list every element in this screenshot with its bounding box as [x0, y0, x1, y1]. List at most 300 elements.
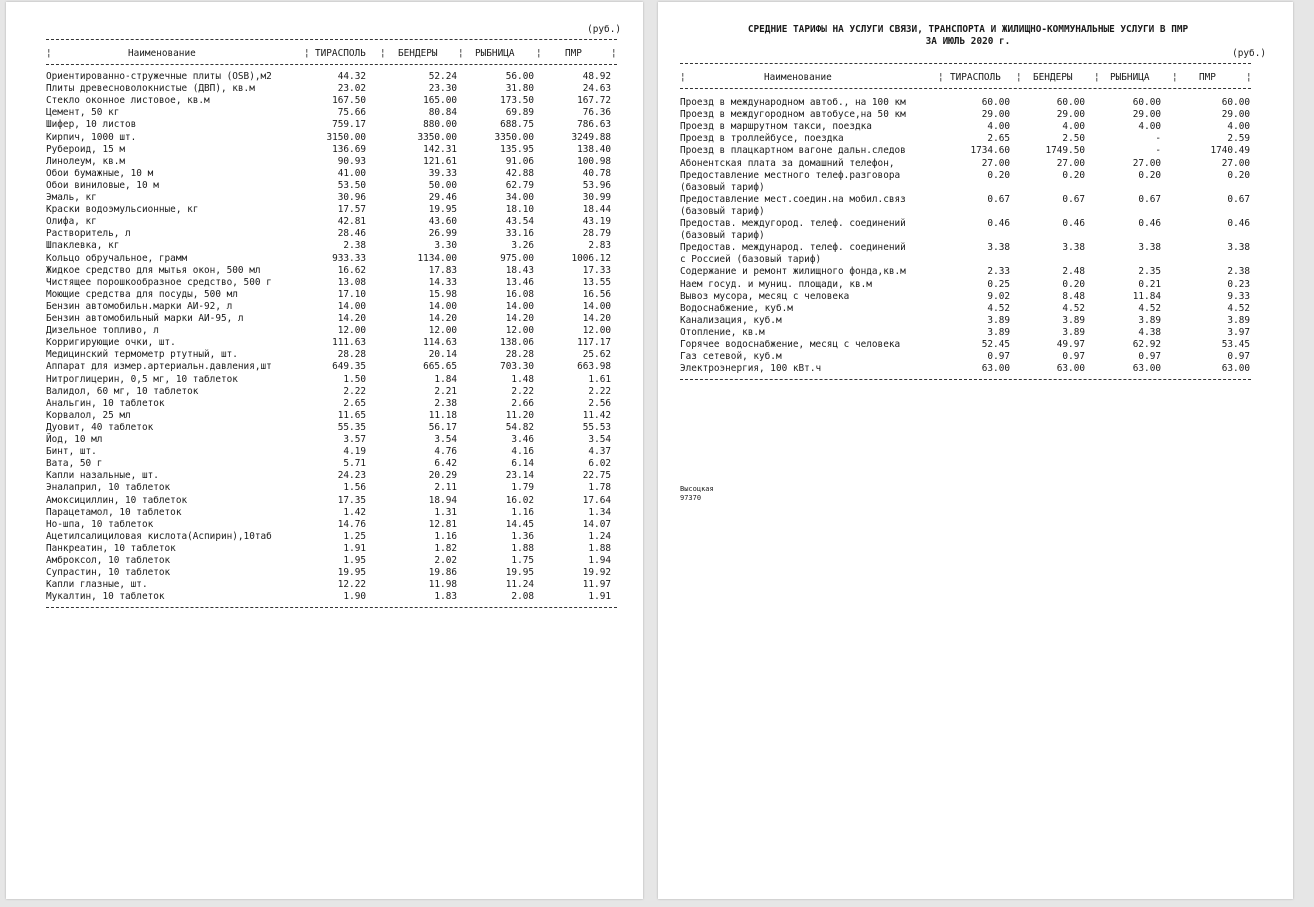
value-pmr: 22.75	[582, 470, 611, 482]
value-tiraspol: 1.50	[343, 373, 366, 385]
value-pmr: 0.67	[1227, 193, 1250, 205]
value-rybnica: 1.36	[511, 530, 534, 542]
value-tiraspol: 24.23	[337, 470, 366, 482]
value-tiraspol: 5.71	[343, 458, 366, 470]
value-pmr: 60.00	[1221, 97, 1250, 108]
row-name: Цемент, 50 кг	[46, 107, 120, 119]
value-tiraspol: 4.19	[343, 446, 366, 458]
value-rybnica: 12.00	[505, 325, 534, 337]
value-bendery: 60.00	[1056, 97, 1085, 108]
row-name: Рубероид, 15 м	[46, 143, 126, 155]
row-name: Отопление, кв.м	[680, 326, 765, 338]
value-pmr: 3.54	[588, 434, 611, 445]
row-name: Краски водоэмульсионные, кг	[46, 204, 199, 216]
value-tiraspol: 41.00	[337, 167, 366, 179]
value-bendery: 80.84	[428, 107, 457, 119]
value-rybnica: 11.24	[505, 579, 534, 591]
value-bendery: 19.95	[428, 204, 457, 216]
value-pmr: 14.20	[582, 313, 611, 324]
table-row	[46, 253, 626, 265]
signature-phone: 97370	[680, 494, 702, 502]
value-tiraspol: 2.38	[343, 240, 366, 252]
value-bendery: 29.00	[1056, 109, 1085, 121]
table-row	[46, 458, 626, 470]
value-bendery: 0.46	[1062, 218, 1085, 229]
value-rybnica: 33.16	[505, 228, 534, 240]
row-name: Растворитель, л	[46, 228, 131, 240]
value-rybnica: 2.35	[1138, 266, 1161, 278]
value-rybnica: 1.79	[511, 482, 534, 494]
value-bendery: 1.31	[434, 506, 457, 518]
value-pmr: 0.20	[1227, 169, 1250, 181]
value-rybnica: 42.88	[505, 167, 534, 179]
value-bendery: 20.14	[428, 349, 457, 361]
value-pmr: 4.37	[588, 446, 611, 458]
value-bendery: 23.30	[428, 83, 457, 95]
value-bendery: 1.16	[434, 530, 457, 542]
value-rybnica: 19.95	[505, 567, 534, 579]
table-row	[46, 277, 626, 289]
table-header	[680, 72, 1255, 84]
value-rybnica: 23.14	[505, 470, 534, 482]
value-rybnica: 62.92	[1132, 339, 1161, 350]
document-page-right	[658, 2, 1293, 899]
value-rybnica: 0.67	[1138, 193, 1161, 205]
header-rybnica: РЫБНИЦА	[1110, 72, 1150, 83]
header-separator: ¦	[1094, 72, 1100, 83]
value-rybnica: 4.38	[1138, 326, 1161, 338]
value-pmr: 3.38	[1227, 242, 1250, 254]
table-row	[680, 351, 1260, 363]
value-tiraspol: 1.56	[343, 482, 366, 494]
value-rybnica: 27.00	[1132, 157, 1161, 169]
value-bendery: 39.33	[428, 167, 457, 179]
value-pmr: 16.56	[582, 288, 611, 300]
value-pmr: 3.97	[1227, 326, 1250, 338]
table-row	[46, 216, 626, 228]
value-rybnica: 34.00	[505, 192, 534, 203]
value-rybnica: 135.95	[500, 143, 534, 155]
table-row	[680, 97, 1260, 109]
value-tiraspol: 136.69	[332, 143, 366, 155]
table-row	[46, 519, 626, 531]
row-name: Горячее водоснабжение, месяц с человека	[680, 339, 901, 350]
value-bendery: 8.48	[1062, 290, 1085, 302]
header-tiraspol: ТИРАСПОЛЬ	[315, 48, 366, 59]
value-tiraspol: 19.95	[337, 567, 366, 579]
value-tiraspol: 29.00	[981, 109, 1010, 121]
value-bendery: 1.83	[434, 591, 457, 603]
value-bendery: 1749.50	[1045, 145, 1085, 157]
value-rybnica: 31.80	[505, 83, 534, 95]
value-bendery: 18.94	[428, 494, 457, 506]
value-pmr: 53.45	[1221, 339, 1250, 350]
table-row	[680, 242, 1260, 254]
row-name: Водоснабжение, куб.м	[680, 302, 793, 314]
row-name: Ацетилсалициловая кислота(Аспирин),10таб	[46, 530, 272, 542]
table-row	[46, 168, 626, 180]
value-pmr: 1.91	[588, 591, 611, 603]
value-bendery: 4.00	[1062, 121, 1085, 133]
value-pmr: 3249.88	[571, 131, 611, 143]
value-rybnica: 3.38	[1138, 242, 1161, 254]
table-row	[680, 109, 1260, 121]
value-pmr: 4.52	[1227, 302, 1250, 314]
value-tiraspol: 1.42	[343, 506, 366, 518]
value-tiraspol: 11.65	[337, 409, 366, 421]
row-name: Амоксициллин, 10 таблеток	[46, 494, 188, 506]
header-separator: ¦	[680, 72, 686, 83]
value-rybnica: 0.20	[1138, 169, 1161, 181]
value-bendery: 121.61	[423, 155, 457, 167]
table-row	[680, 121, 1260, 133]
table-row	[46, 531, 626, 543]
value-tiraspol: 1.95	[343, 555, 366, 566]
value-bendery: 3.89	[1062, 326, 1085, 338]
value-tiraspol: 2.22	[343, 385, 366, 397]
row-name: Абонентская плата за домашний телефон,	[680, 157, 895, 169]
value-bendery: 11.18	[428, 409, 457, 421]
table-row	[680, 327, 1260, 339]
row-name: Амброксол, 10 таблеток	[46, 555, 171, 566]
row-name: Эмаль, кг	[46, 192, 97, 203]
row-name: Дуовит, 40 таблеток	[46, 421, 154, 433]
value-tiraspol: 55.35	[337, 421, 366, 433]
row-name: Линолеум, кв.м	[46, 155, 126, 167]
value-tiraspol: 23.02	[337, 83, 366, 95]
table-row	[46, 361, 626, 373]
row-name: Медицинский термометр ртутный, шт.	[46, 349, 238, 361]
value-bendery: 2.38	[434, 397, 457, 409]
header-separator: ¦	[1172, 72, 1178, 83]
value-bendery: 19.86	[428, 567, 457, 579]
value-pmr: 2.83	[588, 240, 611, 252]
value-pmr: 663.98	[577, 361, 611, 373]
value-pmr: 55.53	[582, 421, 611, 433]
table-row	[46, 325, 626, 337]
unit-label: (руб.)	[587, 24, 621, 35]
row-name: Газ сетевой, куб.м	[680, 351, 782, 363]
value-tiraspol: 75.66	[337, 107, 366, 119]
value-rybnica: 11.20	[505, 409, 534, 421]
value-pmr: 28.79	[582, 228, 611, 240]
value-rybnica: 91.06	[505, 155, 534, 167]
value-pmr: 786.63	[577, 119, 611, 131]
value-tiraspol: 17.35	[337, 494, 366, 506]
header-tiraspol: ТИРАСПОЛЬ	[950, 72, 1001, 83]
value-tiraspol: 3.38	[987, 242, 1010, 254]
table-row	[680, 339, 1260, 351]
value-pmr: 2.56	[588, 397, 611, 409]
table-row	[680, 206, 1260, 218]
header-separator: ¦	[536, 48, 542, 59]
value-pmr: 19.92	[582, 567, 611, 579]
table-row	[46, 132, 626, 144]
value-bendery: 20.29	[428, 470, 457, 482]
value-bendery: 880.00	[423, 119, 457, 131]
value-tiraspol: 90.93	[337, 155, 366, 167]
table-row	[46, 156, 626, 168]
row-name: Эналаприл, 10 таблеток	[46, 482, 171, 494]
value-bendery: 142.31	[423, 143, 457, 155]
row-name: Панкреатин, 10 таблеток	[46, 542, 176, 554]
value-pmr: 13.55	[582, 276, 611, 288]
value-bendery: 11.98	[428, 579, 457, 591]
row-name: Вата, 50 г	[46, 458, 103, 470]
table-row	[680, 182, 1260, 194]
header-separator: ¦	[458, 48, 464, 59]
value-tiraspol: 1734.60	[970, 145, 1010, 157]
value-bendery: 12.00	[428, 325, 457, 337]
row-name: Электроэнергия, 100 кВт.ч	[680, 363, 822, 375]
value-rybnica: 173.50	[500, 95, 534, 107]
row-name: Вывоз мусора, месяц с человека	[680, 290, 850, 302]
table-row	[680, 230, 1260, 242]
header-separator: ¦	[304, 48, 310, 59]
value-rybnica: 1.48	[511, 373, 534, 385]
value-tiraspol: 27.00	[981, 157, 1010, 169]
table-row	[680, 266, 1260, 278]
value-bendery: 14.00	[428, 300, 457, 312]
row-name: Проезд в троллейбусе, поездка	[680, 133, 844, 145]
table-row	[46, 240, 626, 252]
value-tiraspol: 0.97	[987, 351, 1010, 363]
unit-label: (руб.)	[1232, 48, 1266, 59]
value-bendery: 0.97	[1062, 351, 1085, 363]
row-name: Бензин автомобильн.марки АИ-92, л	[46, 300, 233, 312]
value-pmr: 14.07	[582, 518, 611, 530]
table-row	[680, 279, 1260, 291]
row-name: с Россией (базовый тариф)	[680, 254, 822, 266]
value-rybnica: 3350.00	[494, 131, 534, 143]
table-row	[46, 434, 626, 446]
value-bendery: 50.00	[428, 179, 457, 191]
value-pmr: 14.00	[582, 300, 611, 312]
value-bendery: 3.89	[1062, 314, 1085, 326]
value-bendery: 1.82	[434, 542, 457, 554]
value-rybnica: 688.75	[500, 119, 534, 131]
value-tiraspol: 2.65	[343, 397, 366, 409]
signature-name: Высоцкая	[680, 485, 714, 493]
table-row	[46, 83, 626, 95]
value-rybnica: 4.00	[1138, 121, 1161, 133]
row-name: (базовый тариф)	[680, 205, 765, 217]
value-bendery: 27.00	[1056, 157, 1085, 169]
value-pmr: 76.36	[582, 107, 611, 119]
value-bendery: 52.24	[428, 71, 457, 82]
table-rule-top	[680, 63, 1251, 64]
header-separator: ¦	[46, 48, 52, 59]
row-name: Предоставление мест.соедин.на мобил.связ	[680, 193, 906, 205]
value-rybnica: 14.00	[505, 300, 534, 312]
value-pmr: 18.44	[582, 204, 611, 216]
value-bendery: 0.20	[1062, 278, 1085, 290]
value-tiraspol: 167.50	[332, 95, 366, 107]
value-bendery: 3.30	[434, 240, 457, 252]
value-pmr: 9.33	[1227, 290, 1250, 302]
row-name: Бинт, шт.	[46, 446, 97, 458]
value-rybnica: 975.00	[500, 252, 534, 264]
table-row	[680, 315, 1260, 327]
page-subtitle: ЗА ИЮЛЬ 2020 г.	[925, 36, 1011, 47]
value-pmr: 1740.49	[1210, 145, 1250, 157]
table-row	[46, 410, 626, 422]
table-row	[46, 301, 626, 313]
value-rybnica: 16.08	[505, 288, 534, 300]
row-name: Корригирующие очки, шт.	[46, 337, 176, 349]
row-name: Шифер, 10 листов	[46, 119, 137, 131]
value-rybnica: 2.66	[511, 397, 534, 409]
row-name: Проезд в международном автоб., на 100 км	[680, 97, 906, 108]
row-name: Проезд в междугородном автобусе,на 50 км	[680, 109, 906, 121]
value-tiraspol: 14.76	[337, 518, 366, 530]
value-rybnica: 14.45	[505, 518, 534, 530]
table-row	[680, 363, 1260, 375]
table-rule-header	[46, 64, 617, 65]
row-name: Капли глазные, шт.	[46, 579, 148, 591]
value-tiraspol: 1.90	[343, 591, 366, 603]
row-name: Супрастин, 10 таблеток	[46, 567, 171, 579]
value-tiraspol: 649.35	[332, 361, 366, 373]
table-row	[680, 303, 1260, 315]
table-row	[46, 446, 626, 458]
row-name: Парацетамол, 10 таблеток	[46, 506, 182, 518]
row-name: Шпаклевка, кг	[46, 240, 120, 252]
value-tiraspol: 3150.00	[326, 131, 366, 143]
value-bendery: 665.65	[423, 361, 457, 373]
value-rybnica: 3.46	[511, 434, 534, 445]
table-row	[680, 254, 1260, 266]
value-bendery: 2.02	[434, 555, 457, 566]
value-rybnica: 1.88	[511, 542, 534, 554]
value-pmr: 2.59	[1227, 133, 1250, 145]
value-rybnica: 138.06	[500, 337, 534, 349]
header-bendery: БЕНДЕРЫ	[398, 48, 438, 59]
value-rybnica: 0.46	[1138, 218, 1161, 229]
value-pmr: 63.00	[1221, 363, 1250, 375]
row-name: Проезд в плацкартном вагоне дальн.следов	[680, 145, 906, 157]
header-name: Наименование	[128, 48, 196, 59]
table-row	[46, 495, 626, 507]
value-rybnica: 0.21	[1138, 278, 1161, 290]
row-name: Плиты древесноволокнистые (ДВП), кв.м	[46, 83, 255, 95]
value-rybnica: 4.52	[1138, 302, 1161, 314]
value-pmr: 11.42	[582, 409, 611, 421]
value-bendery: 2.48	[1062, 266, 1085, 278]
value-tiraspol: 53.50	[337, 179, 366, 191]
row-name: Предостав. международ. телеф. соединений	[680, 242, 906, 254]
value-pmr: 2.22	[588, 385, 611, 397]
value-tiraspol: 14.20	[337, 313, 366, 324]
value-tiraspol: 3.57	[343, 434, 366, 445]
value-rybnica: 28.28	[505, 349, 534, 361]
value-tiraspol: 14.00	[337, 300, 366, 312]
value-bendery: 29.46	[428, 192, 457, 203]
row-name: Йод, 10 мл	[46, 434, 103, 445]
table-row	[46, 422, 626, 434]
table-rule-header	[680, 88, 1251, 89]
value-tiraspol: 759.17	[332, 119, 366, 131]
row-name: Канализация, куб.м	[680, 314, 782, 326]
row-name: (базовый тариф)	[680, 230, 765, 242]
value-rybnica: 62.79	[505, 179, 534, 191]
value-tiraspol: 0.25	[987, 278, 1010, 290]
row-name: Содержание и ремонт жилищного фонда,кв.м	[680, 266, 906, 278]
table-row	[46, 144, 626, 156]
value-pmr: 1.24	[588, 530, 611, 542]
table-row	[46, 507, 626, 519]
table-row	[46, 567, 626, 579]
header-pmr: ПМР	[565, 48, 582, 59]
value-tiraspol: 30.96	[337, 192, 366, 203]
row-name: Проезд в маршрутном такси, поездка	[680, 121, 872, 133]
row-name: Наем госуд. и муниц. площади, кв.м	[680, 278, 872, 290]
value-pmr: 1006.12	[571, 252, 611, 264]
value-bendery: 17.83	[428, 264, 457, 276]
value-pmr: 167.72	[577, 95, 611, 107]
value-tiraspol: 9.02	[987, 290, 1010, 302]
table-rule-top	[46, 39, 617, 40]
table-row	[680, 218, 1260, 230]
value-bendery: 2.50	[1062, 133, 1085, 145]
value-bendery: 0.20	[1062, 169, 1085, 181]
row-name: Корвалол, 25 мл	[46, 409, 131, 421]
value-tiraspol: 28.28	[337, 349, 366, 361]
value-pmr: 29.00	[1221, 109, 1250, 121]
value-rybnica: 4.16	[511, 446, 534, 458]
page-title: СРЕДНИЕ ТАРИФЫ НА УСЛУГИ СВЯЗИ, ТРАНСПОРТА И ЖИЛИЩНО-КОММУНАЛЬНЫЕ УСЛУГИ В ПМР	[747, 24, 1189, 35]
value-pmr: 24.63	[582, 83, 611, 95]
value-tiraspol: 3.89	[987, 314, 1010, 326]
value-bendery: 1.84	[434, 373, 457, 385]
table-row	[46, 180, 626, 192]
row-name: Ориентированно-стружечные плиты (OSB),м2	[46, 71, 272, 82]
row-name: Чистящее порошкообразное средство, 500 г	[46, 276, 272, 288]
row-name: Но-шпа, 10 таблеток	[46, 518, 154, 530]
row-name: Предостав. междугород. телеф. соединений	[680, 218, 906, 229]
row-name: Стекло оконное листовое, кв.м	[46, 95, 210, 107]
value-bendery: 4.76	[434, 446, 457, 458]
value-rybnica: 43.54	[505, 216, 534, 228]
row-name: Обои бумажные, 10 м	[46, 167, 154, 179]
table-row	[680, 170, 1260, 182]
row-name: Жидкое средство для мытья окон, 500 мл	[46, 264, 261, 276]
value-pmr: 11.97	[582, 579, 611, 591]
table-header	[46, 48, 621, 60]
value-tiraspol: 42.81	[337, 216, 366, 228]
value-bendery: 0.67	[1062, 193, 1085, 205]
value-rybnica: 11.84	[1132, 290, 1161, 302]
header-separator: ¦	[1246, 72, 1252, 83]
value-pmr: 40.78	[582, 167, 611, 179]
value-tiraspol: 12.22	[337, 579, 366, 591]
row-name: Валидол, 60 мг, 10 таблеток	[46, 385, 199, 397]
table-row	[46, 71, 626, 83]
table-row	[46, 482, 626, 494]
value-rybnica: 0.97	[1138, 351, 1161, 363]
value-pmr: 27.00	[1221, 157, 1250, 169]
value-tiraspol: 52.45	[981, 339, 1010, 350]
value-rybnica: 703.30	[500, 361, 534, 373]
row-name: Мукалтин, 10 таблеток	[46, 591, 165, 603]
value-pmr: 43.19	[582, 216, 611, 228]
value-rybnica: 16.02	[505, 494, 534, 506]
value-pmr: 17.33	[582, 264, 611, 276]
value-pmr: 48.92	[582, 71, 611, 82]
value-bendery: 43.60	[428, 216, 457, 228]
value-tiraspol: 3.89	[987, 326, 1010, 338]
value-rybnica: 1.75	[511, 555, 534, 566]
